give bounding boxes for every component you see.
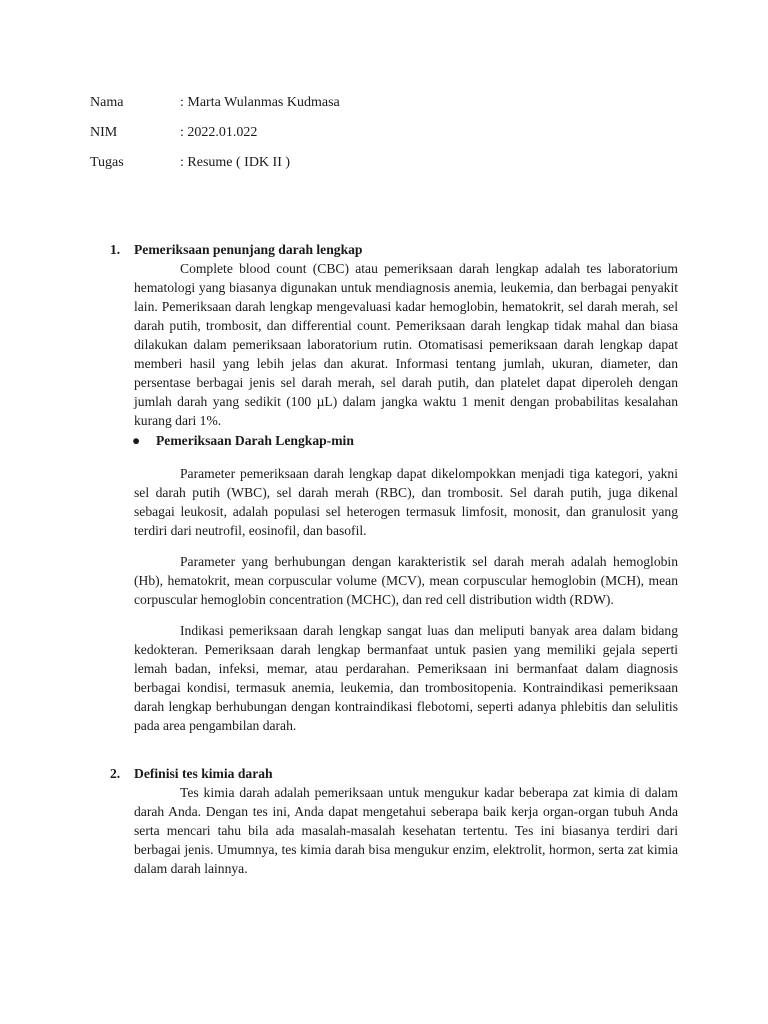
nim-value: : 2022.01.022 [180,125,258,140]
nim-label: NIM [90,125,118,140]
bullet-icon: ● [132,433,141,448]
paragraph: Parameter yang berhubungan dengan karakteristik sel darah merah adalah hemoglobin (Hb), hematokrit, mean corpuscular volume (MCV), mean corpuscular hemoglobin (MCH), mean corpuscular hemoglobin concentration (MCHC), dan red cell distribution width (RDW). [134,554,678,607]
section-title: Pemeriksaan penunjang darah lengkap [134,242,363,257]
bullet-item [110,431,678,450]
section-body: Complete blood count (CBC) atau pemeriksaan darah lengkap adalah tes laboratorium hematologi yang biasanya digunakan untuk mendiagnosis anemia, leukemia, dan berbagai penyakit lain. Pemeriksaan darah lengkap mengevaluasi kadar hemoglobin, hematokrit, sel darah merah, sel darah putih, trombosit, dan differential count. Pemeriksaan darah lengkap tidak mahal dan biasa dilakukan dalam pemeriksaan laboratorium rutin. Otomatisasi pemeriksaan darah lengkap dapat memberi hasil yang lebih jelas dan akurat. Informasi tentang jumlah, ukuran, diameter, dan persentase berbagai jenis sel darah merah, sel darah putih, dan platelet dapat diperoleh dengan jumlah darah yang sedikit (100 µL) dalam jangka waktu 1 menit dengan probabilitas kesalahan kurang dari 1%. [134,261,678,428]
section-title: Definisi tes kimia darah [134,766,273,781]
name-label: Nama [90,95,124,110]
section-body: Tes kimia darah adalah pemeriksaan untuk mengukur kadar beberapa zat kimia di dalam darah Anda. Dengan tes ini, Anda dapat mengetahui seberapa baik kerja organ-organ tubuh Anda serta mencari tahu bila ada masalah-masalah kesehatan tertentu. Tes ini biasanya terdiri dari berbagai jenis. Umumnya, tes kimia darah bisa mengukur enzim, elektrolit, hormon, serta zat kimia dalam darah lainnya. [134,785,678,876]
paragraph: Parameter pemeriksaan darah lengkap dapat dikelompokkan menjadi tiga kategori, yakni sel darah putih (WBC), sel darah merah (RBC), dan trombosit. Sel darah putih, juga dikenal sebagai leukosit, adalah populasi sel heterogen termasuk limfosit, monosit, dan granulosit yang terdiri dari neutrofil, eosinofil, dan basofil. [134,466,678,538]
bullet-label: Pemeriksaan Darah Lengkap-min [156,433,354,448]
section-1 [110,240,678,735]
section-heading [110,764,678,783]
task-label: Tugas [90,155,124,170]
section-heading [110,240,678,259]
name-value: : Marta Wulanmas Kudmasa [180,95,340,110]
paragraph: Indikasi pemeriksaan darah lengkap sangat luas dan meliputi banyak area dalam bidang kedokteran. Pemeriksaan darah lengkap bermanfaat untuk pasien yang memiliki gejala seperti lemah badan, infeksi, memar, atau perdarahan. Pemeriksaan ini bermanfaat dalam diagnosis berbagai kondisi, termasuk anemia, leukemia, dan trombositopenia. Kontraindikasi pemeriksaan darah lengkap berhubungan dengan kontraindikasi flebotomi, seperti adanya phlebitis dan selulitis pada area pengambilan darah. [134,623,678,733]
section-number: 2. [110,766,121,781]
task-value: : Resume ( IDK II ) [180,155,291,170]
section-2 [110,764,678,878]
section-number: 1. [110,242,121,257]
